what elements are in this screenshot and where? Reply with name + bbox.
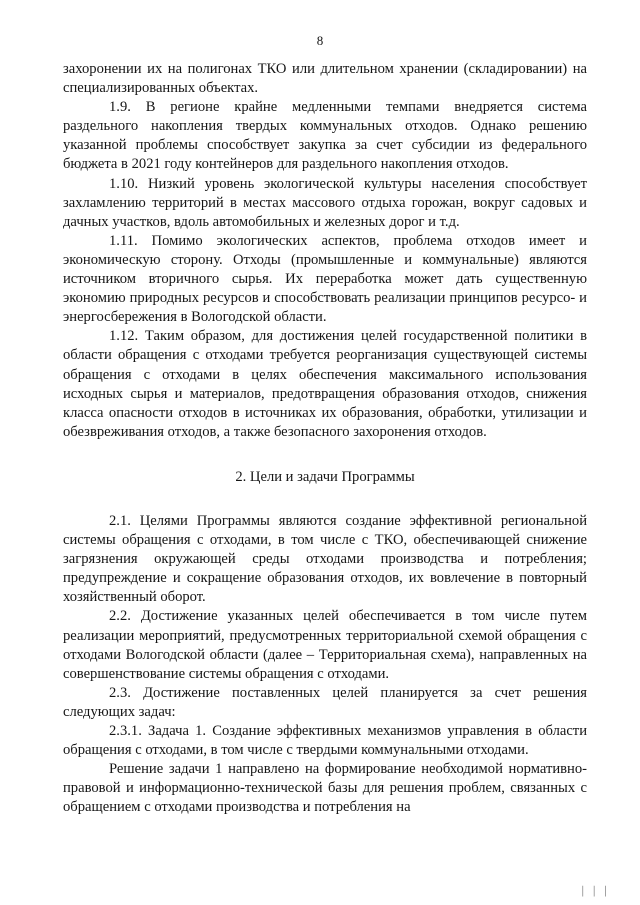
paragraph-1-11: 1.11. Помимо экологических аспектов, проблема отходов имеет и экономическую сторону. Отходы (промышленные и коммунальные) являются источником вторичного сырья. Их переработка может дать существенную экономию природных ресурсов и способствовать реализации принципов ресурсо- и энергосбережения в Вологодской области. (63, 232, 587, 326)
scan-mark-icon: ׀ ׀ ׀ (580, 887, 610, 897)
paragraph-continuation: захоронении их на полигонах ТКО или длительном хранении (складировании) на специализированных объектах. (63, 61, 587, 97)
paragraph-1-12: 1.12. Таким образом, для достижения целей государственной политики в области обращения с отходами требуется реорганизация существующей системы обращения с отходами в целях обеспечения максимального использования исходных сырья и материалов, предотвращения образования отходов, снижения класса опасности отходов в источниках их образования, обработки, утилизации и обезвреживания отходов, а также безопасного захоронения отходов. (63, 328, 587, 440)
page-number: 8 (316, 33, 324, 48)
paragraph-2-2: 2.2. Достижение указанных целей обеспечивается в том числе путем реализации мероприятий, предусмотренных территориальной схемой обращения с отходами Вологодской области (далее – Территориальная схема), направленных на совершенствование системы обращения с отходами. (63, 608, 587, 682)
document-body (63, 60, 587, 817)
paragraph-2-1: 2.1. Целями Программы являются создание эффективной региональной системы обращения с отходами, в том числе с ТКО, обеспечивающей снижение загрязнения окружающей среды отходами производства и потребления; предупреждение и сокращение образования отходов, их вовлечение в повторный хозяйственный оборот. (63, 512, 587, 606)
paragraph-task-1: Решение задачи 1 направлено на формирование необходимой нормативно-правовой и информационно-технической базы для решения проблем, связанных с обращением с отходами производства и потребления на (63, 761, 587, 816)
paragraph-1-10: 1.10. Низкий уровень экологической культуры населения способствует захламлению территорий в местах массового отдыха горожан, вокруг садовых и дачных участков, вдоль автомобильных и железных дорог и т.д. (63, 175, 587, 230)
section-heading: 2. Цели и задачи Программы (235, 468, 415, 485)
paragraph-2-3: 2.3. Достижение поставленных целей планируется за счет решения следующих задач: (63, 684, 587, 720)
paragraph-1-9: 1.9. В регионе крайне медленными темпами внедряется система раздельного накопления твердых коммунальных отходов. Однако решению указанной проблемы способствует закупка за счет субсидии из федерального бюджета в 2021 году контейнеров для раздельного накопления отходов. (63, 99, 587, 173)
paragraph-2-3-1: 2.3.1. Задача 1. Создание эффективных механизмов управления в области обращения с отходами, в том числе с твердыми коммунальными отходами. (63, 723, 587, 759)
